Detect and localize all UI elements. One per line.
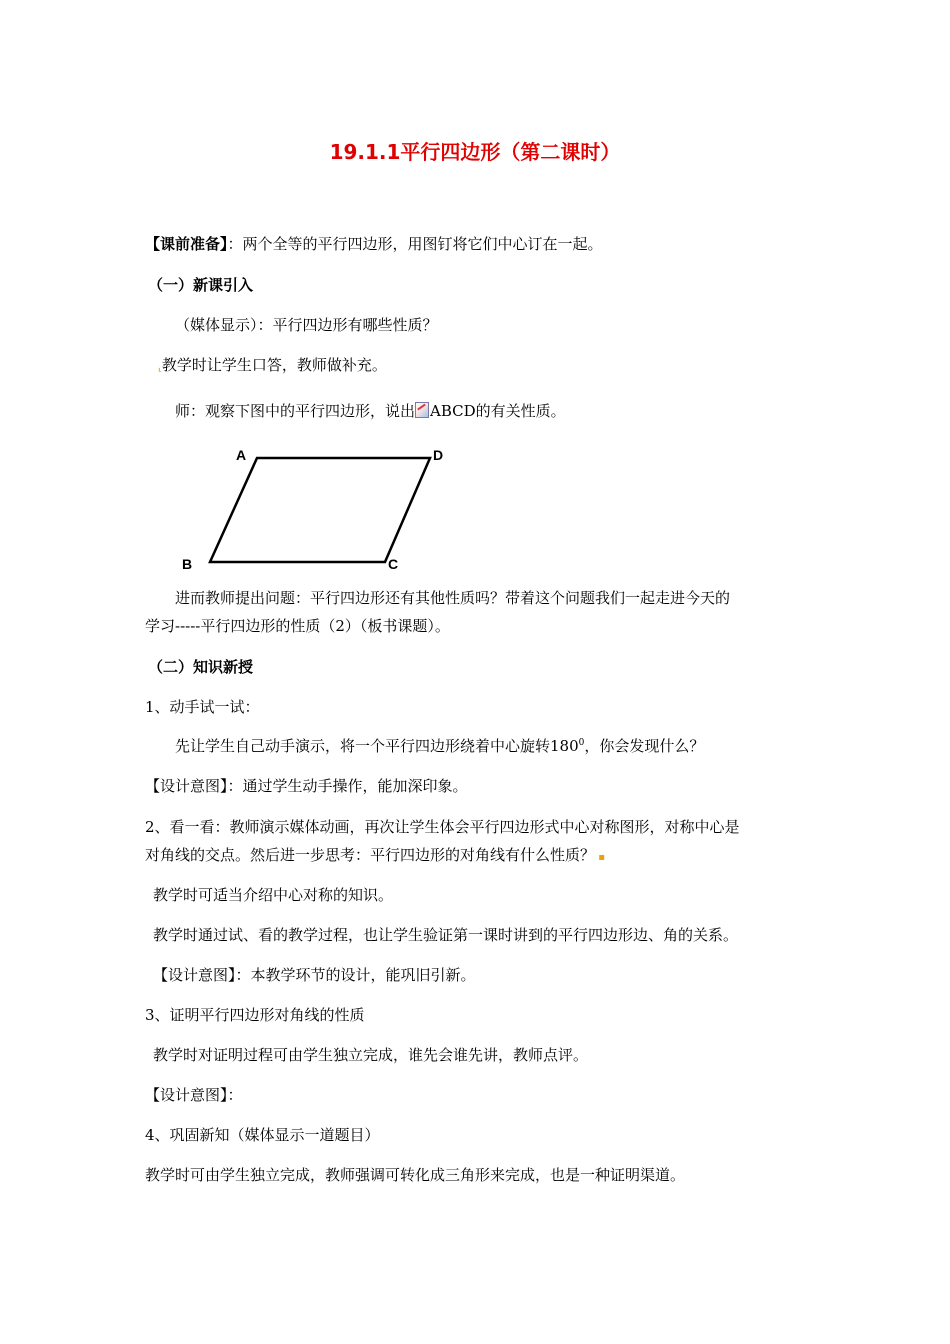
prep-text: ：两个全等的平行四边形，用图钉将它们中心订在一起。 [227, 235, 603, 253]
vertex-label-c: C [388, 556, 399, 572]
teach-line-4: 教学时对证明过程可由学生独立完成，谁先会谁先讲，教师点评。 [153, 1046, 589, 1064]
design-intent-2 [153, 965, 476, 985]
design-intent-1-text: ：通过学生动手操作，能加深印象。 [227, 777, 468, 795]
vertex-label-a: A [236, 447, 247, 463]
observe-line [175, 401, 566, 421]
design-intent-2-text: ：本教学环节的设计，能巩旧引新。 [235, 966, 476, 984]
teach-line-5: 教学时可由学生独立完成，教师强调可转化成三角形来完成，也是一种证明渠道。 [145, 1166, 686, 1184]
annotation-mark-icon: ▪ [595, 852, 605, 863]
design-intent-3-label: 【设计意图】 [145, 1086, 228, 1104]
item-1-text-main: 先让学生自己动手演示，将一个平行四边形绕着中心旋转180 [175, 737, 579, 755]
design-intent-1 [145, 776, 468, 796]
prep-label: 【课前准备】 [145, 235, 228, 253]
parallelogram-symbol-icon [415, 402, 429, 418]
item-2-line-2-text: 对角线的交点。然后进一步思考：平行四边形的对角线有什么性质？ [145, 846, 596, 864]
teach-line-3: 教学时通过试、看的教学过程，也让学生验证第一课时讲到的平行四边形边、角的关系。 [153, 926, 739, 944]
section-heading-intro: （一）新课引入 [148, 276, 254, 294]
observe-post: ABCD的有关性质。 [430, 402, 566, 420]
item-2-line-2 [145, 845, 605, 868]
vertex-label-d: D [433, 447, 444, 463]
question-line-1: 进而教师提出问题：平行四边形还有其他性质吗？带着这个问题我们一起走进今天的 [175, 589, 731, 607]
question-line-2: 学习-----平行四边形的性质（2）（板书课题）。 [145, 617, 450, 635]
item-1-text [175, 736, 704, 756]
observe-pre: 师：观察下图中的平行四边形，说出 [175, 402, 416, 420]
annotation-mark-icon: ⸤ [158, 362, 162, 373]
design-intent-3 [145, 1085, 243, 1105]
item-4-title: 4、巩固新知（媒体显示一道题目） [145, 1126, 380, 1144]
design-intent-3-text: ： [227, 1086, 243, 1104]
parallelogram-figure [170, 440, 470, 580]
design-intent-2-label: 【设计意图】 [153, 966, 236, 984]
media-line: （媒体显示）：平行四边形有哪些性质？ [175, 316, 438, 334]
vertex-label-b: B [182, 556, 193, 572]
item-1-text-tail: ，你会发现什么？ [584, 737, 705, 755]
teach-line-1-text: 教学时让学生口答，教师做补充。 [161, 356, 387, 374]
section-heading-new-knowledge: （二）知识新授 [148, 658, 254, 676]
item-3-title: 3、证明平行四边形对角线的性质 [145, 1006, 365, 1024]
teach-line-2: 教学时可适当介绍中心对称的知识。 [153, 886, 394, 904]
item-1-title: 1、动手试一试： [145, 698, 260, 716]
prep-paragraph [145, 234, 603, 254]
item-2-line-1: 2、看一看：教师演示媒体动画，再次让学生体会平行四边形式中心对称图形，对称中心是 [145, 818, 740, 836]
page-title: 19.1.1平行四边形（第二课时） [329, 140, 621, 164]
degree-superscript: 0 [578, 738, 585, 748]
design-intent-1-label: 【设计意图】 [145, 777, 228, 795]
teach-line-1 [158, 355, 387, 378]
parallelogram-shape [210, 458, 430, 562]
